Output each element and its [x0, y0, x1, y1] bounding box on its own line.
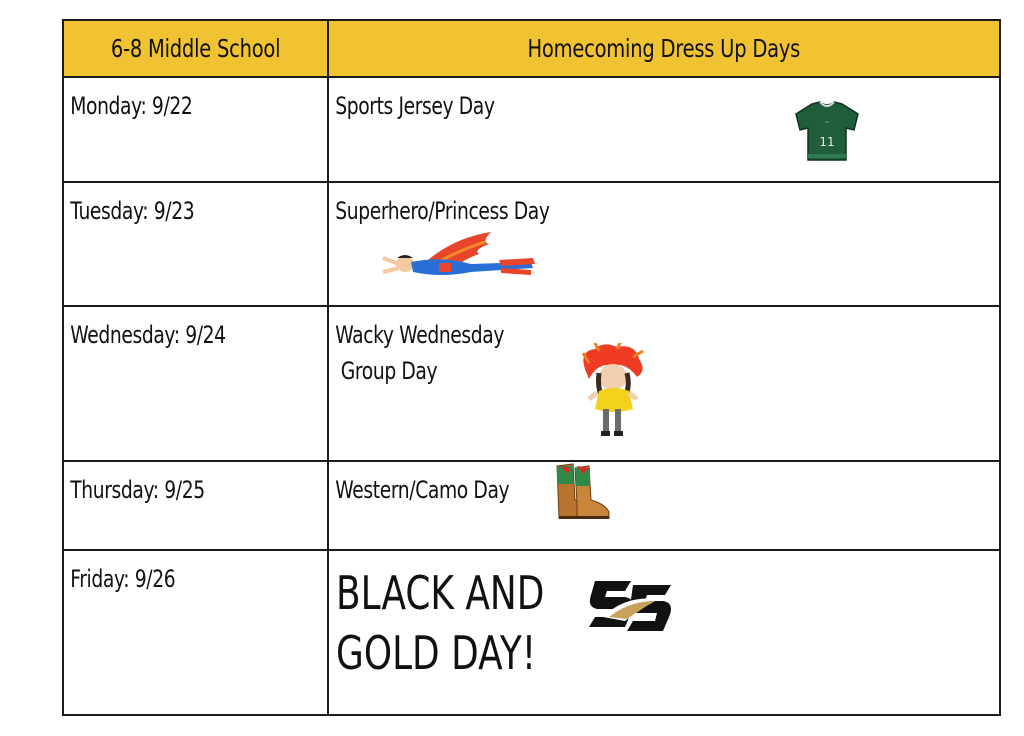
table-row — [63, 182, 1000, 306]
svg-text:~: ~ — [824, 120, 830, 126]
table-row — [63, 461, 1000, 550]
wacky-wig-person-icon — [577, 343, 647, 439]
theme-cell — [328, 306, 1000, 461]
theme-label: Wacky Wednesday Group Day — [335, 321, 505, 385]
table-row — [63, 550, 1000, 715]
header-dress-up-days: Homecoming Dress Up Days — [328, 20, 1000, 77]
day-label: Wednesday: 9/24 — [70, 321, 226, 349]
table-row — [63, 77, 1000, 182]
cowboy-boots-icon — [553, 460, 611, 522]
day-label: Tuesday: 9/23 — [70, 197, 195, 225]
theme-cell — [328, 182, 1000, 306]
table-row — [63, 306, 1000, 461]
theme-label: Western/Camo Day — [335, 476, 510, 504]
theme-cell — [328, 461, 1000, 550]
table-header-row — [63, 20, 1000, 77]
dress-up-days-table — [62, 19, 1001, 716]
day-cell — [63, 306, 328, 461]
school-logo-icon — [585, 577, 675, 639]
theme-label-large: BLACK AND GOLD DAY! — [336, 566, 545, 680]
day-cell — [63, 550, 328, 715]
day-label: Monday: 9/22 — [70, 92, 193, 120]
day-cell — [63, 77, 328, 182]
jersey-number: 11 — [819, 135, 835, 149]
day-label: Thursday: 9/25 — [70, 476, 205, 504]
day-label: Friday: 9/26 — [70, 565, 176, 593]
theme-cell — [328, 77, 1000, 182]
flying-superhero-icon — [381, 228, 541, 293]
theme-cell — [328, 550, 1000, 715]
theme-label: Sports Jersey Day — [335, 92, 495, 120]
day-cell — [63, 461, 328, 550]
theme-label: Superhero/Princess Day — [335, 197, 550, 225]
jersey-icon — [792, 100, 862, 164]
day-cell — [63, 182, 328, 306]
header-school: 6-8 Middle School — [63, 20, 328, 77]
